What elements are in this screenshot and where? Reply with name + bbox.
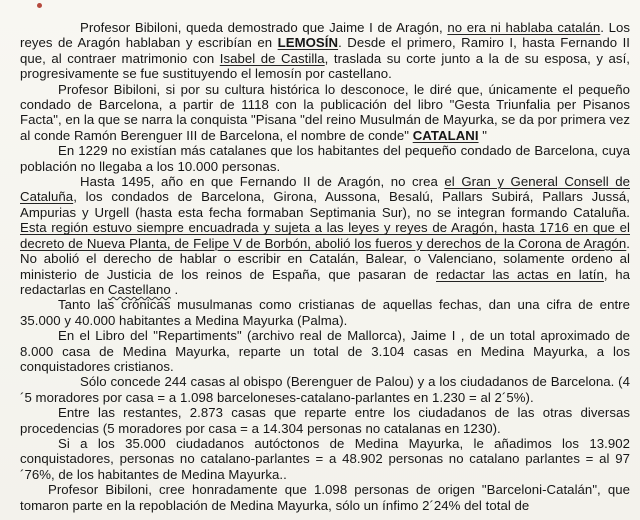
text-run: , ha redactarlas en xyxy=(20,266,630,297)
paragraph-autoctonos: Si a los 35.000 ciudadanos autóctonos de Medina Mayurka, le añadimos los 13.902 conquistadores, personas no catalano-parlantes = a 48.902 personas no catalano parlantes = al 97´76%, de los habitantes de Medina Mayurka.. xyxy=(20,435,630,482)
paragraph-repartiments: En el Libro del "Repartiments" (archivo real de Mallorca), Jaime I , de un total aproximado de 8.000 casa de Medina Mayurka, reparte un total de 3.104 casas en Medina Mayurka, a los conquistadores cristianos. xyxy=(20,328,630,374)
paragraph-barceloni-catalan: Profesor Bibiloni, cree honradamente que 1.098 personas de origen "Barceloni-Catalán", que tomaron parte en la repoblación de Medina Mayurka, sólo un ínfimo 2´24% del total de xyxy=(20,482,630,513)
underlined-phrase: redactar las actas en latín xyxy=(436,266,604,282)
text-run: " xyxy=(478,127,488,143)
text-run: . xyxy=(170,281,179,297)
document-body xyxy=(20,20,630,513)
text-run: Hasta 1495, año en que Fernando II de Aragón, no crea xyxy=(80,174,445,190)
paragraph-restantes: Entre las restantes, 2.873 casas que reparte entre los ciudadanos de las otras diversas procedencias (5 moradores por casa = a 14.304 personas no catalanas en 1230). xyxy=(20,405,630,436)
text-run: Profesor Bibiloni, queda demostrado que Jaime I de Aragón, xyxy=(80,20,448,35)
paragraph-1229: En 1229 no existían más catalanes que los habitantes del pequeño condado de Barcelona, cuya población no llegaba a los 10.000 personas. xyxy=(20,143,630,174)
text-run: . Desde el primero, Ramiro I, hasta Fernando II que, al contraer matrimonio con xyxy=(20,35,630,66)
paragraph-cronicas: Tanto las crónicas musulmanas como cristianas de aquellas fechas, dan una cifra de entre 35.000 y 40.000 habitantes a Medina Mayurka (Palma). xyxy=(20,297,630,328)
text-run: . Los reyes de Aragón hablaban y escribían en xyxy=(20,20,631,51)
underlined-phrase: no era ni hablaba catalán xyxy=(447,20,601,35)
text-run: . No abolió el derecho de hablar o escribir en Catalán, Balear, o Valenciano, solamente ordeno al ministerio de Justicia de los reinos de España, que pasaran de xyxy=(20,235,630,282)
paragraph-1495 xyxy=(20,174,630,297)
underlined-phrase: Castellano xyxy=(107,281,171,297)
underlined-phrase: LEMOSÍN xyxy=(277,35,339,51)
underlined-phrase: Isabel de Castilla xyxy=(219,50,325,66)
text-run: , traslada su corte junto a la de su esposa, y así, progresivamente se fue sustituyendo el lemosín por castellano. xyxy=(20,50,631,82)
underlined-phrase: Esta región estuvo siempre encuadrada y sujeta a las leyes y reyes de Aragón, hasta 1716 en que el decreto de Nueva Planta, de Felipe V de Borbón, abolió los fueros y derechos de la Corona de Aragón xyxy=(20,220,630,251)
ink-dot xyxy=(37,3,42,8)
paragraph-condado-barcelona xyxy=(20,82,630,144)
paragraph-obispo: Sólo concede 244 casas al obispo (Berenguer de Palou) y a los ciudadanos de Barcelona. (4´5 moradores por casa = a 1.098 barceloneses-catalano-parlantes en 1.230 = al 2´5%). xyxy=(20,374,630,405)
paragraph-jaime-lemosin xyxy=(20,20,630,82)
text-run: Profesor Bibiloni, si por su cultura histórica lo desconoce, le diré que, únicamente el pequeño condado de Barcelona, a partir de 1118 con la publicación del libro "Gesta Triunfalia per Pisanos Facta", en la que se narra la conquista "Pisana "del reino Musulmán de Mayurka, se da por primera vez al conde Ramón Berenguer III de Barcelona, el nombre de conde" xyxy=(20,81,630,143)
underlined-phrase: CATALANI xyxy=(412,127,479,143)
text-run: , los condados de Barcelona, Girona, Aussona, Besalú, Pallars Subirá, Pallars Jussá, Ampurias y Urgell (hasta esta fecha formaban Septimania Sur), no se integran formando Cataluña. xyxy=(20,189,630,220)
underlined-phrase: el Gran y General Consell de Cataluña xyxy=(20,174,630,205)
